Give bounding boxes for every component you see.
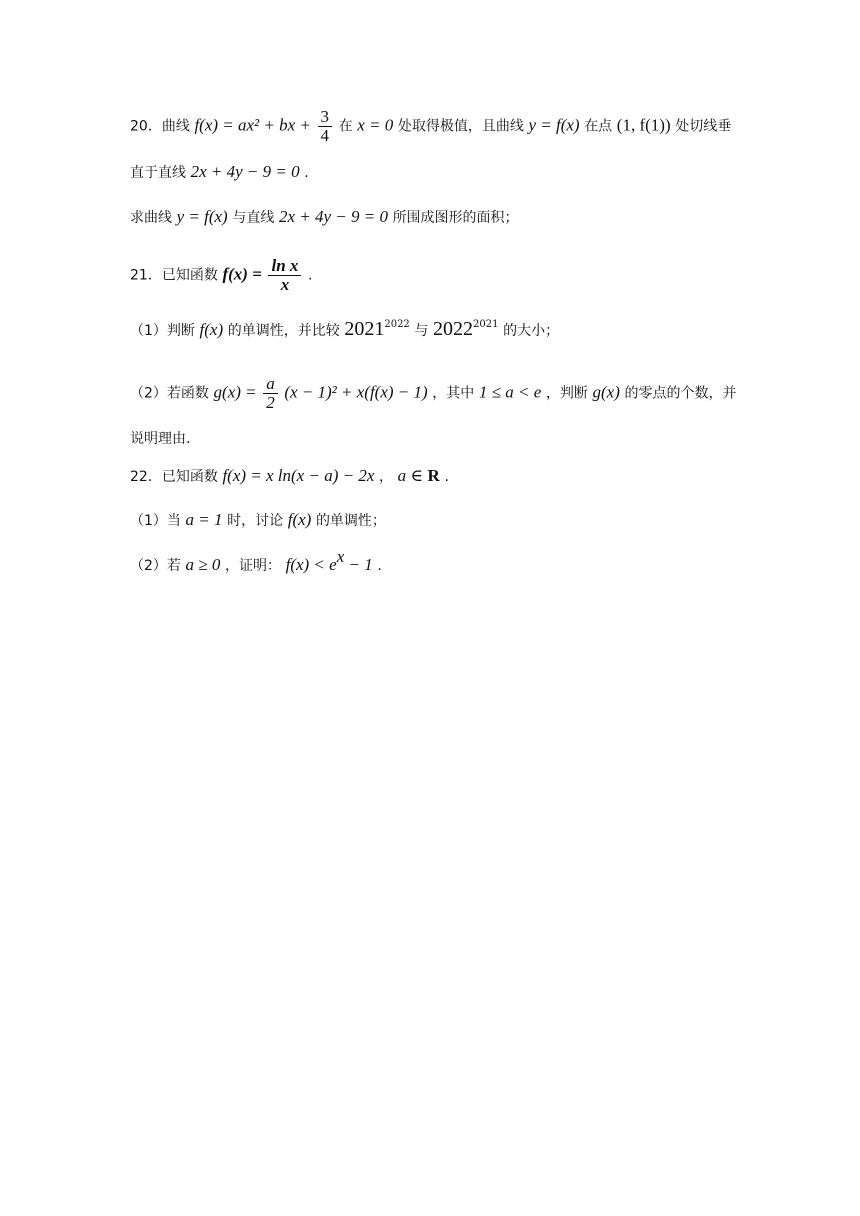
q21-p2-den: 2 [266, 393, 275, 412]
q21-p1-f: f(x) [199, 320, 224, 339]
q21-p2-c: ，判断 [545, 385, 588, 402]
q21-fraction-num: ln x [268, 257, 301, 276]
q21-p2-cond: 1 ≤ a < e [478, 382, 542, 402]
q22-a-in: a ∈ [397, 466, 423, 485]
q21-p2-num: a [263, 375, 278, 394]
q21-part-2-cont [130, 428, 190, 450]
q21-fraction-den: x [280, 275, 290, 294]
q21-p2-b: ，其中 [432, 385, 475, 402]
q21-line-1 [130, 257, 312, 294]
q21-period: . [308, 267, 313, 284]
q22-label: 22．已知函数 [130, 469, 218, 485]
q20-fraction-den: 4 [320, 126, 329, 145]
q20-line-2 [130, 161, 309, 184]
q20-label: 20．曲线 [130, 118, 190, 135]
q22-p1-c: 的单调性； [315, 513, 386, 529]
q20-period: . [304, 165, 309, 181]
q21-p2-g2: g(x) [592, 382, 620, 402]
q20-x0: x = 0 [357, 115, 394, 135]
q20-fraction [318, 108, 333, 145]
q21-label: 21．已知函数 [130, 267, 218, 284]
q21-p2-rest: (x − 1)² + x(f(x) − 1) [284, 382, 428, 402]
q22-p1-b: 时，讨论 [227, 513, 284, 529]
q22-p1-a: （1）当 [130, 513, 181, 529]
q22-p2-lhs: f(x) < e [285, 555, 337, 574]
q22-p2-rhs: − 1 [344, 555, 373, 574]
q20-line3-a: 求曲线 [130, 210, 172, 226]
q21-p1-d: 的大小； [503, 323, 560, 339]
q21-p2-g: g(x) = [213, 382, 257, 402]
q20-fraction-num: 3 [318, 108, 333, 127]
q22-comma: ， [378, 469, 393, 485]
q20-line3-y: y = f(x) [176, 207, 228, 226]
q22-p1-f: f(x) [287, 510, 312, 529]
q22-part-2 [130, 547, 382, 577]
q21-function-lhs: f(x) = [222, 264, 262, 284]
q20-text-at: 在点 [584, 118, 613, 135]
q20-line-equation: 2x + 4y − 9 = 0 [190, 162, 300, 181]
q21-p1-b: 的单调性，并比较 [227, 323, 340, 339]
q21-exp-1: 2022 [384, 319, 410, 330]
q22-p2-exp: x [336, 547, 345, 566]
q22-p2-period: . [377, 558, 382, 574]
q20-line3-b: 与直线 [232, 210, 275, 226]
q20-y-eq: y = f(x) [528, 115, 580, 135]
q22-reals: R [427, 466, 440, 485]
q20-line-3 [130, 206, 519, 229]
q22-line-1 [130, 465, 449, 488]
q20-text-tangent: 处切线垂 [675, 118, 732, 135]
q20-line3-c: 所围成图形的面积； [392, 210, 519, 226]
q22-p2-a: （2）若 [130, 558, 181, 574]
q20-function-def: f(x) = ax² + bx + [194, 115, 311, 135]
q22-function-def: f(x) = x ln(x − a) − 2x [222, 466, 375, 485]
q21-p2-d: 的零点的个数，并 [624, 385, 737, 402]
q22-period: . [444, 469, 449, 485]
q22-p2-b: ，证明： [224, 558, 281, 574]
q21-base-2: 2022 [433, 318, 474, 340]
q21-p2-fraction [263, 375, 278, 412]
q21-p1-a: （1）判断 [130, 323, 195, 339]
q21-p2-e: 说明理由. [130, 431, 191, 447]
q20-line3-eq: 2x + 4y − 9 = 0 [278, 207, 388, 226]
q20-point: (1, f(1)) [616, 115, 671, 135]
q20-text-in: 在 [338, 118, 353, 135]
q22-p1-cond: a = 1 [185, 510, 223, 529]
q22-part-1 [130, 509, 386, 532]
q20-line2-text: 直于直线 [130, 165, 186, 181]
q20-text-extreme: 处取得极值，且曲线 [397, 118, 524, 135]
q21-p1-c: 与 [414, 323, 429, 339]
q21-exp-2: 2021 [473, 319, 499, 330]
q21-p2-a: （2）若函数 [130, 385, 209, 402]
q21-part-1 [130, 318, 559, 342]
q21-fraction [268, 257, 301, 294]
q21-part-2 [130, 375, 736, 412]
q21-base-1: 2021 [344, 318, 385, 340]
q20-line-1 [130, 108, 731, 145]
q22-p2-cond: a ≥ 0 [185, 555, 221, 574]
